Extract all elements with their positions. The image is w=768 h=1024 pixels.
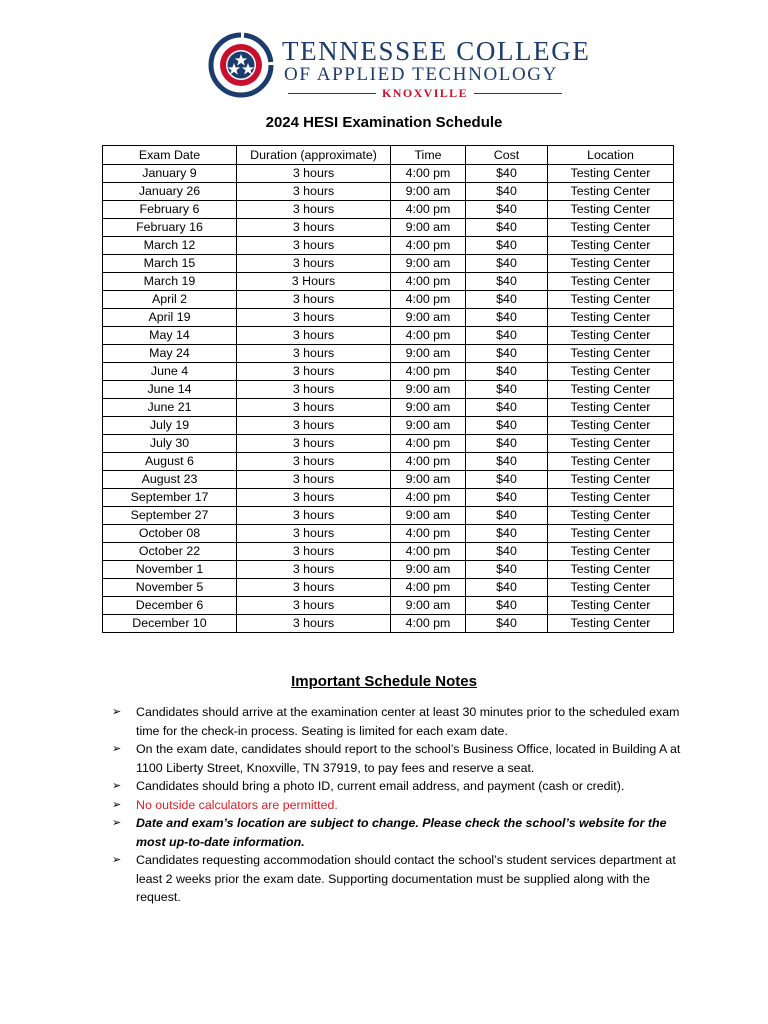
cost-cell: $40	[466, 453, 548, 471]
duration-cell: 3 hours	[237, 471, 391, 489]
time-cell: 4:00 pm	[391, 237, 466, 255]
note-item	[110, 740, 685, 777]
duration-cell: 3 hours	[237, 543, 391, 561]
location-cell: Testing Center	[548, 615, 674, 633]
time-cell: 4:00 pm	[391, 291, 466, 309]
exam-date-cell: December 6	[103, 597, 237, 615]
time-cell: 4:00 pm	[391, 453, 466, 471]
table-row	[103, 381, 674, 399]
exam-schedule-table	[102, 145, 674, 633]
logo-line-2: OF APPLIED TECHNOLOGY	[284, 64, 558, 85]
exam-date-cell: July 19	[103, 417, 237, 435]
location-cell: Testing Center	[548, 471, 674, 489]
table-row	[103, 543, 674, 561]
exam-date-cell: August 23	[103, 471, 237, 489]
exam-date-cell: September 27	[103, 507, 237, 525]
note-text: On the exam date, candidates should report to the school’s Business Office, located in Building A at 1100 Liberty Street, Knoxville, TN 37919, to pay fees and reserve a seat.	[136, 742, 681, 775]
duration-cell: 3 hours	[237, 399, 391, 417]
table-row	[103, 309, 674, 327]
duration-cell: 3 hours	[237, 327, 391, 345]
exam-date-cell: October 08	[103, 525, 237, 543]
duration-cell: 3 hours	[237, 597, 391, 615]
time-cell: 9:00 am	[391, 219, 466, 237]
time-cell: 4:00 pm	[391, 489, 466, 507]
cost-cell: $40	[466, 507, 548, 525]
location-cell: Testing Center	[548, 381, 674, 399]
exam-date-cell: January 26	[103, 183, 237, 201]
note-text: Date and exam’s location are subject to change. Please check the school’s website for the most up-to-date information.	[136, 816, 667, 849]
arrow-bullet-icon: ➢	[112, 817, 122, 829]
logo-line-1: TENNESSEE COLLEGE	[282, 36, 591, 66]
location-cell: Testing Center	[548, 399, 674, 417]
location-cell: Testing Center	[548, 165, 674, 183]
table-row	[103, 471, 674, 489]
exam-date-cell: March 19	[103, 273, 237, 291]
table-row	[103, 579, 674, 597]
tennessee-tristar-icon	[208, 32, 274, 98]
table-row	[103, 219, 674, 237]
exam-date-cell: September 17	[103, 489, 237, 507]
duration-cell: 3 hours	[237, 219, 391, 237]
time-cell: 4:00 pm	[391, 273, 466, 291]
exam-date-cell: June 21	[103, 399, 237, 417]
table-row	[103, 363, 674, 381]
time-cell: 9:00 am	[391, 507, 466, 525]
time-cell: 9:00 am	[391, 309, 466, 327]
time-cell: 4:00 pm	[391, 543, 466, 561]
note-text: Candidates requesting accommodation should contact the school’s student services department at least 2 weeks prior the exam date. Supporting documentation must be supplied along with the request.	[136, 853, 676, 904]
time-cell: 9:00 am	[391, 399, 466, 417]
time-cell: 9:00 am	[391, 183, 466, 201]
arrow-bullet-icon: ➢	[112, 798, 122, 811]
cost-cell: $40	[466, 327, 548, 345]
table-row	[103, 327, 674, 345]
location-cell: Testing Center	[548, 273, 674, 291]
cost-cell: $40	[466, 273, 548, 291]
duration-cell: 3 hours	[237, 615, 391, 633]
table-row	[103, 435, 674, 453]
arrow-bullet-icon: ➢	[112, 780, 122, 792]
time-cell: 4:00 pm	[391, 435, 466, 453]
time-cell: 4:00 pm	[391, 201, 466, 219]
duration-cell: 3 hours	[237, 525, 391, 543]
location-cell: Testing Center	[548, 363, 674, 381]
duration-cell: 3 hours	[237, 381, 391, 399]
time-cell: 4:00 pm	[391, 363, 466, 381]
exam-date-cell: June 4	[103, 363, 237, 381]
arrow-bullet-icon: ➢	[112, 854, 122, 866]
duration-cell: 3 hours	[237, 183, 391, 201]
location-cell: Testing Center	[548, 201, 674, 219]
duration-cell: 3 hours	[237, 255, 391, 273]
logo-line-3	[282, 86, 568, 100]
note-text: Candidates should arrive at the examination center at least 30 minutes prior to the scheduled exam time for the check-in process. Seating is limited for each exam date.	[136, 705, 680, 738]
note-text: No outside calculators are permitted.	[136, 797, 338, 812]
exam-date-cell: April 2	[103, 291, 237, 309]
duration-cell: 3 hours	[237, 165, 391, 183]
logo-rule-left	[288, 93, 376, 94]
table-row	[103, 291, 674, 309]
cost-cell: $40	[466, 525, 548, 543]
exam-date-cell: January 9	[103, 165, 237, 183]
cost-cell: $40	[466, 579, 548, 597]
time-cell: 4:00 pm	[391, 165, 466, 183]
time-cell: 9:00 am	[391, 381, 466, 399]
exam-date-cell: November 1	[103, 561, 237, 579]
college-logo	[208, 32, 591, 102]
note-item	[110, 703, 685, 740]
table-row	[103, 345, 674, 363]
location-cell: Testing Center	[548, 255, 674, 273]
exam-date-cell: May 14	[103, 327, 237, 345]
duration-cell: 3 hours	[237, 201, 391, 219]
duration-cell: 3 hours	[237, 237, 391, 255]
notes-title: Important Schedule Notes	[291, 673, 477, 690]
header-duration: Duration (approximate)	[237, 146, 391, 165]
arrow-bullet-icon: ➢	[112, 743, 122, 755]
table-row	[103, 417, 674, 435]
time-cell: 9:00 am	[391, 597, 466, 615]
table-body	[103, 165, 674, 633]
table-row	[103, 165, 674, 183]
time-cell: 9:00 am	[391, 561, 466, 579]
time-cell: 4:00 pm	[391, 327, 466, 345]
duration-cell: 3 hours	[237, 489, 391, 507]
location-cell: Testing Center	[548, 543, 674, 561]
time-cell: 9:00 am	[391, 417, 466, 435]
location-cell: Testing Center	[548, 291, 674, 309]
exam-date-cell: July 30	[103, 435, 237, 453]
exam-date-cell: August 6	[103, 453, 237, 471]
table-row	[103, 525, 674, 543]
table-row	[103, 489, 674, 507]
table-row	[103, 237, 674, 255]
exam-date-cell: March 12	[103, 237, 237, 255]
duration-cell: 3 hours	[237, 363, 391, 381]
location-cell: Testing Center	[548, 597, 674, 615]
location-cell: Testing Center	[548, 183, 674, 201]
cost-cell: $40	[466, 219, 548, 237]
header-exam-date: Exam Date	[103, 146, 237, 165]
duration-cell: 3 hours	[237, 291, 391, 309]
time-cell: 9:00 am	[391, 471, 466, 489]
location-cell: Testing Center	[548, 237, 674, 255]
notes-list	[110, 703, 685, 907]
location-cell: Testing Center	[548, 489, 674, 507]
table-row	[103, 453, 674, 471]
table-row	[103, 273, 674, 291]
table-row	[103, 615, 674, 633]
arrow-bullet-icon: ➢	[112, 706, 122, 718]
cost-cell: $40	[466, 201, 548, 219]
location-cell: Testing Center	[548, 525, 674, 543]
location-cell: Testing Center	[548, 435, 674, 453]
location-cell: Testing Center	[548, 561, 674, 579]
duration-cell: 3 Hours	[237, 273, 391, 291]
table-row	[103, 183, 674, 201]
table-row	[103, 255, 674, 273]
duration-cell: 3 hours	[237, 507, 391, 525]
duration-cell: 3 hours	[237, 417, 391, 435]
cost-cell: $40	[466, 363, 548, 381]
note-text: Candidates should bring a photo ID, current email address, and payment (cash or credit).	[136, 779, 625, 793]
header-time: Time	[391, 146, 466, 165]
duration-cell: 3 hours	[237, 345, 391, 363]
cost-cell: $40	[466, 417, 548, 435]
cost-cell: $40	[466, 471, 548, 489]
duration-cell: 3 hours	[237, 579, 391, 597]
cost-cell: $40	[466, 309, 548, 327]
cost-cell: $40	[466, 489, 548, 507]
location-cell: Testing Center	[548, 219, 674, 237]
cost-cell: $40	[466, 183, 548, 201]
duration-cell: 3 hours	[237, 309, 391, 327]
time-cell: 4:00 pm	[391, 615, 466, 633]
location-cell: Testing Center	[548, 327, 674, 345]
cost-cell: $40	[466, 255, 548, 273]
cost-cell: $40	[466, 543, 548, 561]
cost-cell: $40	[466, 561, 548, 579]
exam-date-cell: March 15	[103, 255, 237, 273]
cost-cell: $40	[466, 165, 548, 183]
cost-cell: $40	[466, 291, 548, 309]
note-item	[110, 851, 685, 907]
header-cost: Cost	[466, 146, 548, 165]
duration-cell: 3 hours	[237, 561, 391, 579]
note-item	[110, 777, 685, 796]
exam-date-cell: February 6	[103, 201, 237, 219]
exam-date-cell: December 10	[103, 615, 237, 633]
exam-date-cell: February 16	[103, 219, 237, 237]
table-header-row	[103, 146, 674, 165]
cost-cell: $40	[466, 435, 548, 453]
location-cell: Testing Center	[548, 345, 674, 363]
exam-date-cell: June 14	[103, 381, 237, 399]
cost-cell: $40	[466, 237, 548, 255]
exam-date-cell: October 22	[103, 543, 237, 561]
cost-cell: $40	[466, 381, 548, 399]
exam-date-cell: April 19	[103, 309, 237, 327]
cost-cell: $40	[466, 597, 548, 615]
location-cell: Testing Center	[548, 579, 674, 597]
time-cell: 9:00 am	[391, 345, 466, 363]
duration-cell: 3 hours	[237, 435, 391, 453]
table-row	[103, 597, 674, 615]
table-row	[103, 201, 674, 219]
cost-cell: $40	[466, 399, 548, 417]
table-row	[103, 561, 674, 579]
cost-cell: $40	[466, 615, 548, 633]
page-title: 2024 HESI Examination Schedule	[265, 114, 503, 131]
exam-date-cell: November 5	[103, 579, 237, 597]
duration-cell: 3 hours	[237, 453, 391, 471]
time-cell: 4:00 pm	[391, 579, 466, 597]
table-row	[103, 507, 674, 525]
note-item	[110, 814, 685, 851]
note-item	[110, 796, 685, 815]
header-location: Location	[548, 146, 674, 165]
location-cell: Testing Center	[548, 507, 674, 525]
cost-cell: $40	[466, 345, 548, 363]
location-cell: Testing Center	[548, 417, 674, 435]
logo-campus-name: KNOXVILLE	[382, 86, 468, 100]
location-cell: Testing Center	[548, 309, 674, 327]
time-cell: 9:00 am	[391, 255, 466, 273]
table-row	[103, 399, 674, 417]
exam-date-cell: May 24	[103, 345, 237, 363]
location-cell: Testing Center	[548, 453, 674, 471]
logo-rule-right	[474, 93, 562, 94]
time-cell: 4:00 pm	[391, 525, 466, 543]
